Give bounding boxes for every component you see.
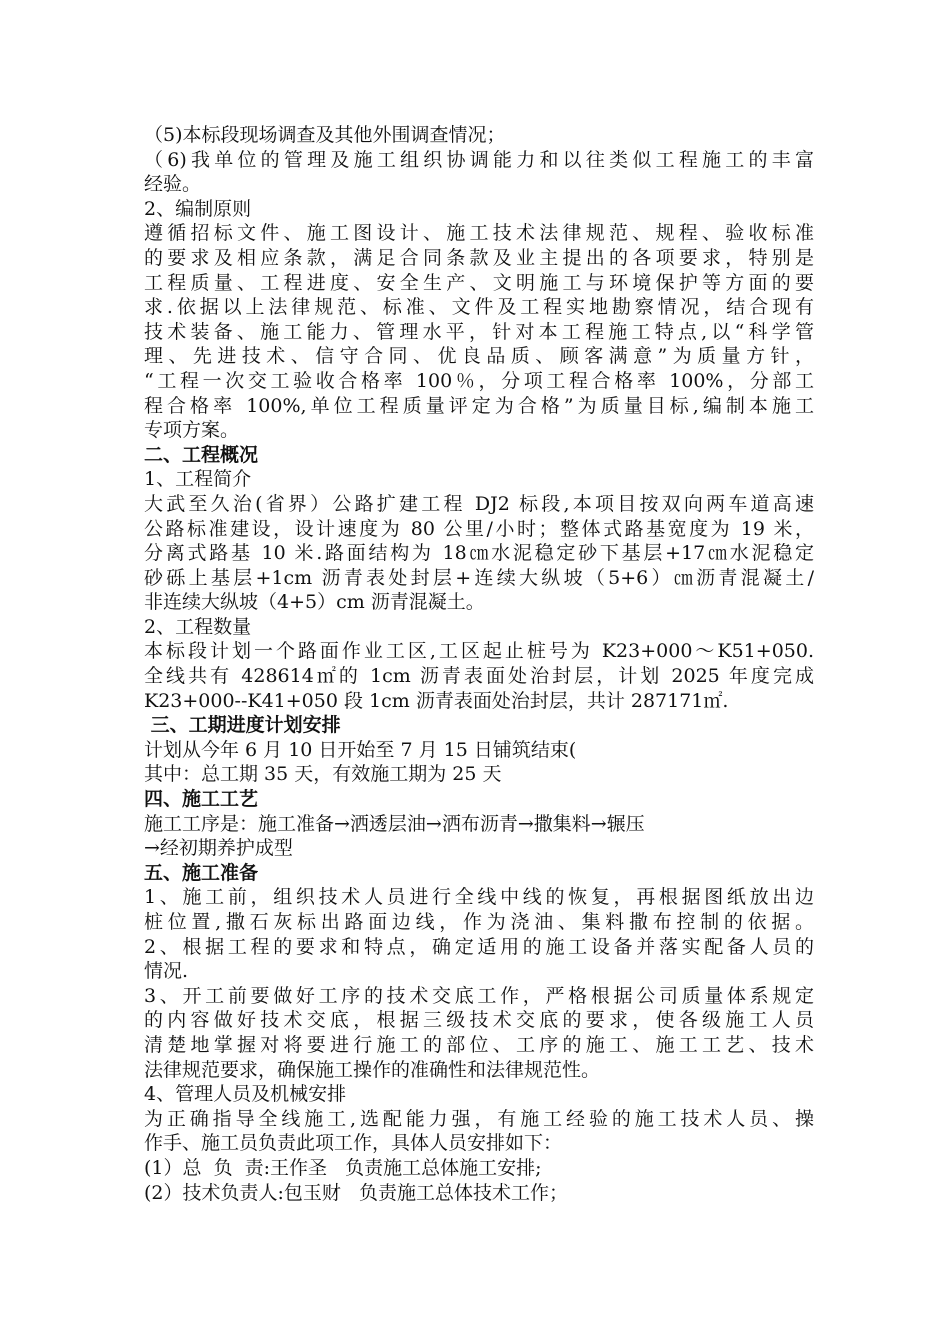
text-line: 情况. bbox=[144, 960, 189, 983]
text-line: 桩位置,撒石灰标出路面边线，作为浇油、集料撒布控制的依据。 bbox=[144, 911, 814, 933]
text-line: 作手、施工员负责此项工作，具体人员安排如下： bbox=[144, 1132, 563, 1155]
text-line: →经初期养护成型 bbox=[144, 837, 293, 860]
text-line: 的内容做好技术交底，根据三级技术交底的要求，使各级施工人员 bbox=[144, 1009, 814, 1032]
text-line: 清楚地掌握对将要进行施工的部位、工序的施工、施工工艺、技术 bbox=[144, 1033, 814, 1056]
text-line: 理、先进技术、信守合同、优良品质、顾客满意”为质量方针， bbox=[144, 345, 814, 368]
text-line: 为正确指导全线施工,选配能力强，有施工经验的施工技术人员、操 bbox=[144, 1107, 814, 1130]
text-line: 专项方案。 bbox=[144, 419, 240, 442]
text-line: 大武至久治(省界）公路扩建工程 DJ2 标段,本项目按双向两车道高速 bbox=[144, 492, 814, 515]
text-line: 砂砾上基层+1cm 沥青表处封层+连续大纵坡（5+6）㎝沥青混凝土/ bbox=[144, 566, 814, 589]
text-line: 经验。 bbox=[144, 173, 202, 196]
text-line: 施工工序是：施工准备→洒透层油→洒布沥青→撒集料→辗压 bbox=[144, 812, 645, 835]
text-line: 全线共有 428614㎡的 1cm 沥青表面处治封层，计划 2025 年度完成 bbox=[144, 665, 814, 688]
text-line: 分离式路基 10 米.路面结构为 18㎝水泥稳定砂下基层+17㎝水泥稳定 bbox=[144, 542, 814, 565]
text-line: 遵循招标文件、施工图设计、施工技术法律规范、规程、验收标准 bbox=[144, 222, 814, 245]
text-line: 公路标准建设，设计速度为 80 公里/小时；整体式路基宽度为 19 米， bbox=[144, 517, 814, 540]
text-line: 求.依据以上法律规范、标准、文件及工程实地勘察情况，结合现有 bbox=[144, 296, 814, 319]
text-line: 4、管理人员及机械安排 bbox=[144, 1083, 347, 1106]
document-page bbox=[144, 123, 814, 1205]
section-heading: 二、工程概况 bbox=[144, 443, 259, 466]
text-line: 程合格率 100%,单位工程质量评定为合格”为质量目标,编制本施工 bbox=[144, 394, 814, 417]
text-line: 本标段计划一个路面作业工区,工区起止桩号为 K23+000～K51+050. bbox=[144, 640, 814, 663]
text-line: 1、工程简介 bbox=[144, 468, 252, 491]
section-heading: 三、工期进度计划安排 bbox=[144, 714, 341, 737]
text-line: 非连续大纵坡（4+5）cm 沥青混凝土。 bbox=[144, 591, 485, 614]
text-line: （5)本标段现场调查及其他外围调查情况； bbox=[144, 124, 506, 146]
text-line: （6)我单位的管理及施工组织协调能力和以往类似工程施工的丰富 bbox=[144, 148, 814, 171]
text-line: 工程质量、工程进度、安全生产、文明施工与环境保护等方面的要 bbox=[144, 271, 814, 294]
text-line: 其中：总工期 35 天，有效施工期为 25 天 bbox=[144, 763, 502, 786]
text-line: 的要求及相应条款，满足合同条款及业主提出的各项要求，特别是 bbox=[144, 246, 814, 269]
section-heading: 五、施工准备 bbox=[144, 861, 259, 884]
text-line: 2、根据工程的要求和特点，确定适用的施工设备并落实配备人员的 bbox=[144, 935, 814, 958]
text-line: (1）总 负 责:王作圣 负责施工总体施工安排; bbox=[144, 1156, 542, 1179]
text-line: 2、编制原则 bbox=[144, 197, 252, 220]
text-line: 2、工程数量 bbox=[144, 615, 252, 638]
text-line: 计划从今年 6 月 10 日开始至 7 月 15 日铺筑结束( bbox=[144, 738, 577, 761]
section-heading: 四、施工工艺 bbox=[144, 788, 259, 811]
text-line: 技术装备、施工能力、管理水平，针对本工程施工特点,以“科学管 bbox=[144, 320, 814, 343]
text-line: K23+000--K41+050 段 1cm 沥青表面处治封层，共计 287171㎡. bbox=[144, 689, 729, 712]
text-line: 法律规范要求，确保施工操作的准确性和法律规范性。 bbox=[144, 1058, 601, 1081]
text-line: 3、开工前要做好工序的技术交底工作，严格根据公司质量体系规定 bbox=[144, 984, 814, 1007]
text-line: 1、施工前，组织技术人员进行全线中线的恢复，再根据图纸放出边 bbox=[144, 886, 814, 909]
text-line: (2）技术负责人:包玉财 负责施工总体技术工作； bbox=[144, 1181, 569, 1204]
text-line: “工程一次交工验收合格率 100％，分项工程合格率 100%，分部工 bbox=[144, 369, 814, 392]
